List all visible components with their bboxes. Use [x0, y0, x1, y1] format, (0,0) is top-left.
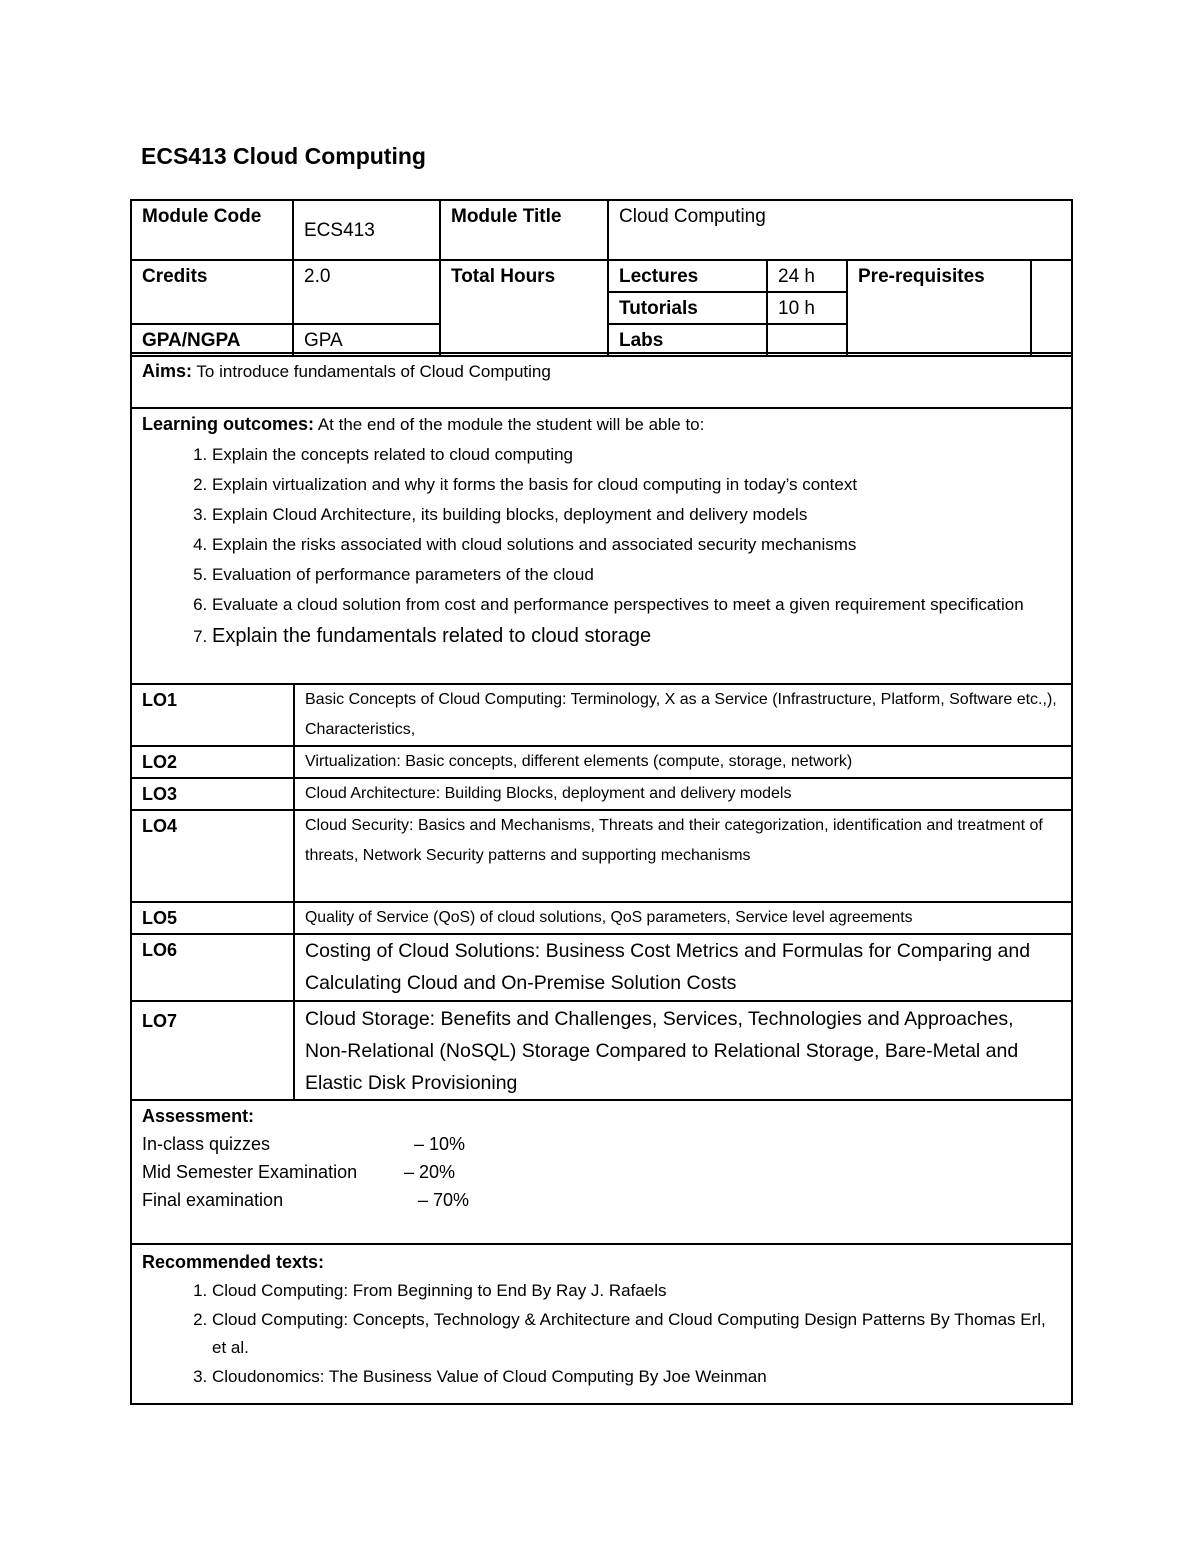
- gpa-value: GPA: [293, 324, 440, 356]
- total-hours-label: Total Hours: [440, 260, 608, 356]
- recommended-texts-list: [142, 1277, 1061, 1391]
- module-header-table: [130, 199, 1073, 357]
- table-row: [131, 934, 1072, 1001]
- lo-code: LO2: [131, 746, 294, 778]
- assessment-weight: – 70%: [418, 1190, 470, 1210]
- learning-outcomes-intro: At the end of the module the student will be able to:: [314, 415, 705, 434]
- aims-cell: [131, 353, 1072, 408]
- table-row: [131, 810, 1072, 902]
- list-item: 6. Evaluate a cloud solution from cost and performance perspectives to meet a given requirement specification: [212, 590, 1061, 620]
- list-item: 3. Explain Cloud Architecture, its building blocks, deployment and delivery models: [212, 500, 1061, 530]
- page-title: ECS413 Cloud Computing: [141, 143, 426, 169]
- lo-description: Cloud Security: Basics and Mechanisms, Threats and their categorization, identification and treatment of threats, Network Security patterns and supporting mechanisms: [294, 810, 1072, 902]
- recommended-texts-label: Recommended texts:: [142, 1252, 325, 1272]
- lectures-value: 24 h: [767, 260, 847, 292]
- lo-description: Basic Concepts of Cloud Computing: Terminology, X as a Service (Infrastructure, Platform, Software etc.,), Characteristics,: [294, 684, 1072, 746]
- list-item: 7. Explain the fundamentals related to cloud storage: [212, 620, 1061, 652]
- learning-outcomes-list: [142, 440, 1061, 652]
- lo-description: Quality of Service (QoS) of cloud solutions, QoS parameters, Service level agreements: [294, 902, 1072, 934]
- table-row: [131, 902, 1072, 934]
- assessment-weight: – 10%: [414, 1134, 466, 1154]
- assessment-name: In-class quizzes: [142, 1134, 271, 1154]
- recommended-texts-cell: [131, 1244, 1072, 1404]
- lo-code: LO3: [131, 778, 294, 810]
- prerequisites-label: Pre-requisites: [847, 260, 1031, 356]
- assessment-item: [142, 1186, 1061, 1214]
- lo-code: LO6: [131, 934, 294, 1001]
- gpa-label: GPA/NGPA: [131, 324, 293, 356]
- table-row: [131, 684, 1072, 746]
- table-row: [131, 746, 1072, 778]
- lo-code: LO4: [131, 810, 294, 902]
- list-item: 1. Cloud Computing: From Beginning to End By Ray J. Rafaels: [212, 1277, 1061, 1306]
- module-code-label: Module Code: [131, 200, 293, 260]
- lectures-label: Lectures: [608, 260, 767, 292]
- lo-description: Virtualization: Basic concepts, different elements (compute, storage, network): [294, 746, 1072, 778]
- learning-outcomes-label: Learning outcomes:: [142, 414, 315, 434]
- tutorials-label: Tutorials: [608, 292, 767, 324]
- module-code-value: ECS413: [293, 200, 440, 260]
- assessment-label: Assessment:: [142, 1106, 255, 1126]
- assessment-weight: – 20%: [404, 1162, 456, 1182]
- lo-code: LO7: [131, 1001, 294, 1100]
- aims-text: To introduce fundamentals of Cloud Computing: [192, 362, 551, 381]
- lo-code: LO5: [131, 902, 294, 934]
- list-item: 4. Explain the risks associated with cloud solutions and associated security mechanisms: [212, 530, 1061, 560]
- assessment-name: Mid Semester Examination: [142, 1162, 358, 1182]
- table-row: [131, 778, 1072, 810]
- labs-label: Labs: [608, 324, 767, 356]
- assessment-cell: [131, 1100, 1072, 1244]
- list-item: 2. Explain virtualization and why it forms the basis for cloud computing in today’s context: [212, 470, 1061, 500]
- list-item: 3. Cloudonomics: The Business Value of Cloud Computing By Joe Weinman: [212, 1363, 1061, 1392]
- aims-label: Aims:: [142, 361, 193, 381]
- assessment-name: Final examination: [142, 1190, 284, 1210]
- assessment-item: [142, 1158, 1061, 1186]
- list-item: 5. Evaluation of performance parameters of the cloud: [212, 560, 1061, 590]
- credits-value: 2.0: [293, 260, 440, 324]
- table-row: [131, 1001, 1072, 1100]
- credits-label: Credits: [131, 260, 293, 324]
- lo-description: Cloud Architecture: Building Blocks, deployment and delivery models: [294, 778, 1072, 810]
- module-title-label: Module Title: [440, 200, 608, 260]
- list-item: 1. Explain the concepts related to cloud computing: [212, 440, 1061, 470]
- list-item: 2. Cloud Computing: Concepts, Technology & Architecture and Cloud Computing Design Patterns By Thomas Erl, et al.: [212, 1306, 1061, 1363]
- learning-outcomes-cell: [131, 408, 1072, 684]
- module-title-value: Cloud Computing: [608, 200, 1072, 260]
- assessment-item: [142, 1130, 1061, 1158]
- lo-description: Cloud Storage: Benefits and Challenges, Services, Technologies and Approaches, Non-Relational (NoSQL) Storage Compared to Relational Storage, Bare-Metal and Elastic Disk Provisioning: [294, 1001, 1072, 1100]
- lo-code: LO1: [131, 684, 294, 746]
- module-body-table: [130, 352, 1073, 1405]
- lo-description: Costing of Cloud Solutions: Business Cost Metrics and Formulas for Comparing and Calculating Cloud and On-Premise Solution Costs: [294, 934, 1072, 1001]
- tutorials-value: 10 h: [767, 292, 847, 324]
- prerequisites-value: [1031, 260, 1072, 356]
